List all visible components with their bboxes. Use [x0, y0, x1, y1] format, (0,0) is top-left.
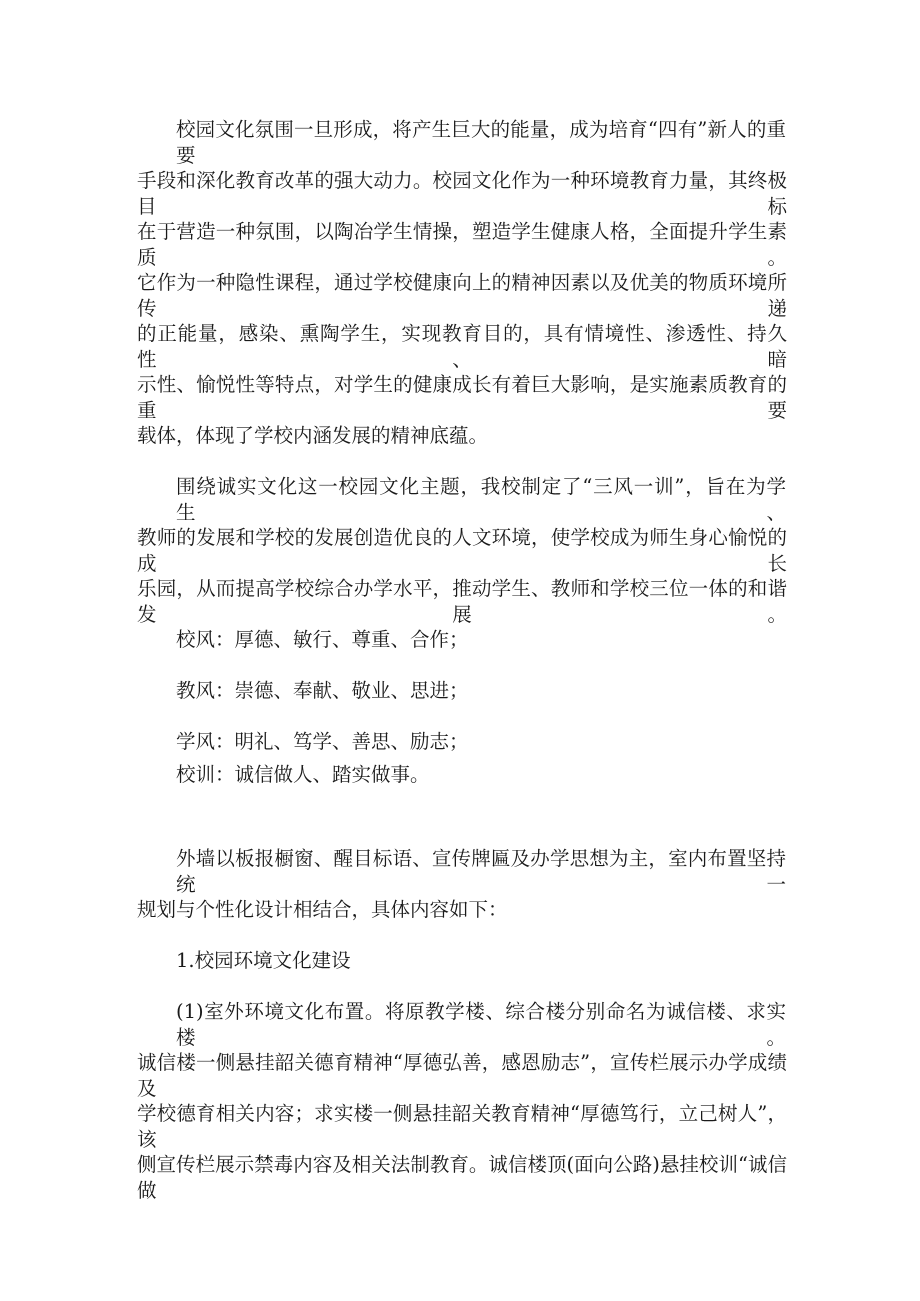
paragraph-1-line-7: 载体，体现了学校内涵发展的精神底蕴。 — [137, 424, 489, 447]
paragraph-4-line-3: 学校德育相关内容；求实楼一侧悬挂韶关教育精神“厚德笃行，立己树人”，该 — [137, 1102, 787, 1151]
paragraph-4-line-4: 侧宣传栏展示禁毒内容及相关法制教育。诚信楼顶(面向公路)悬挂校训“诚信做 — [137, 1153, 787, 1202]
motto-school-motto: 校训：诚信做人、踏实做事。 — [176, 763, 430, 786]
paragraph-4-line-2: 诚信楼一侧悬挂韶关德育精神“厚德弘善，感恩励志”，宣传栏展示办学成绩及 — [137, 1051, 787, 1100]
motto-school-style: 校风：厚德、敏行、尊重、合作； — [176, 628, 469, 651]
paragraph-3-line-2: 规划与个性化设计相结合，具体内容如下： — [137, 898, 508, 921]
motto-teaching-style: 教风：崇德、奉献、敬业、思进； — [176, 679, 469, 702]
paragraph-2-line-2: 教师的发展和学校的发展创造优良的人文环境，使学校成为师生身心愉悦的成长 — [137, 526, 787, 575]
motto-learning-style: 学风：明礼、笃学、善思、励志； — [176, 730, 469, 753]
paragraph-4-line-1: (1)室外环境文化布置。将原教学楼、综合楼分别命名为诚信楼、求实楼。 — [176, 1000, 786, 1049]
paragraph-3-line-1: 外墙以板报橱窗、醒目标语、宣传牌匾及办学思想为主，室内布置坚持统一 — [176, 847, 786, 896]
paragraph-1-line-2: 手段和深化教育改革的强大动力。校园文化作为一种环境教育力量，其终极目标 — [137, 169, 787, 218]
paragraph-1-line-4: 它作为一种隐性课程，通过学校健康向上的精神因素以及优美的物质环境所传递 — [137, 271, 787, 320]
paragraph-2-line-3: 乐园，从而提高学校综合办学水平，推动学生、教师和学校三位一体的和谐发展。 — [137, 577, 787, 626]
section-heading-1: 1.校园环境文化建设 — [176, 949, 351, 972]
paragraph-1-line-6: 示性、愉悦性等特点，对学生的健康成长有着巨大影响，是实施素质教育的重要 — [137, 373, 787, 422]
paragraph-2-line-1: 围绕诚实文化这一校园文化主题，我校制定了“三风一训”，旨在为学生、 — [176, 475, 786, 524]
paragraph-1-line-5: 的正能量，感染、熏陶学生，实现教育目的，具有情境性、渗透性、持久性、暗 — [137, 322, 787, 371]
paragraph-1-line-3: 在于营造一种氛围，以陶冶学生情操，塑造学生健康人格，全面提升学生素质。 — [137, 220, 787, 269]
paragraph-1-line-1: 校园文化氛围一旦形成，将产生巨大的能量，成为培育“四有”新人的重要 — [176, 118, 786, 167]
